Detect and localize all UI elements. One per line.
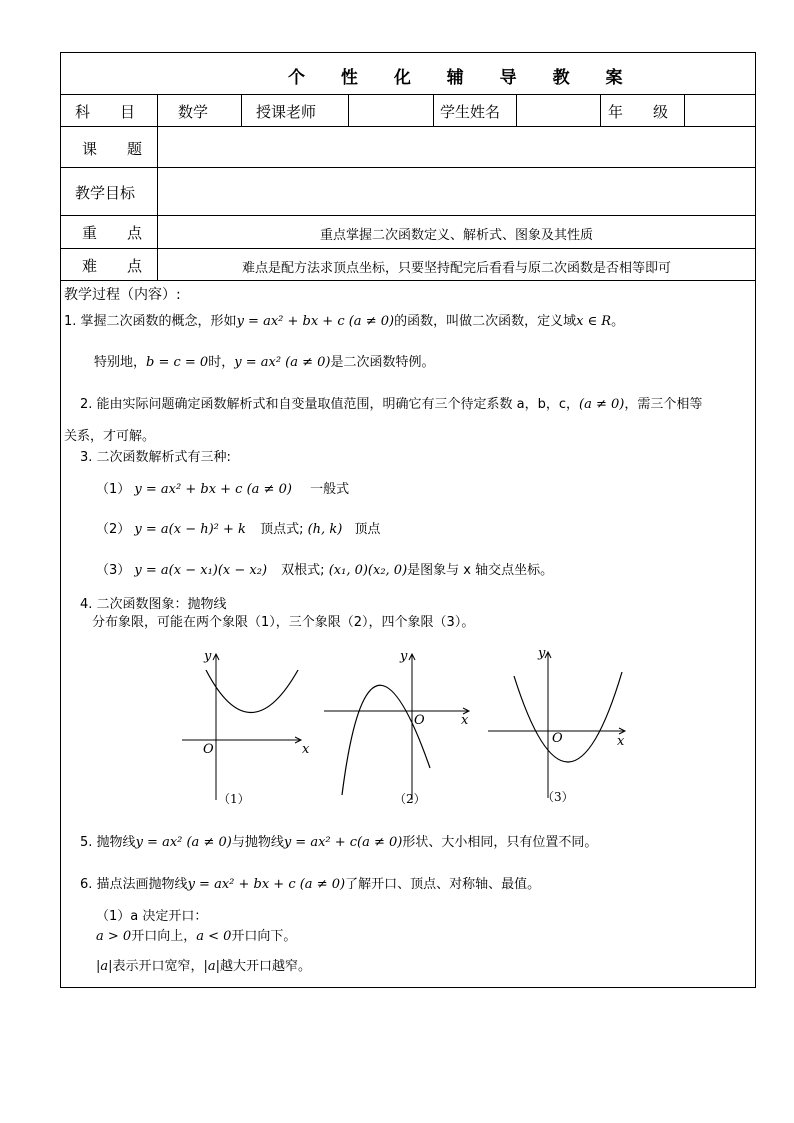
table-line xyxy=(60,215,756,216)
paragraph-1b xyxy=(94,354,435,372)
paragraph-1 xyxy=(64,313,624,331)
paragraph-4 xyxy=(80,596,227,614)
paragraph-6-sub1: （1）a 决定开口： xyxy=(96,909,208,924)
formula-vertex-form: y = a(x − h)² + k xyxy=(134,522,246,537)
paragraph-text: 能由实际问题确定函数解析式和自变量取值范围，明确它有三个待定系数 a，b，c， xyxy=(96,397,580,412)
paragraph-text: 表示开口宽窄， xyxy=(112,959,204,974)
process-title: 教学过程（内容）: xyxy=(64,287,181,303)
subject-label: 科 目 xyxy=(75,103,136,121)
table-line xyxy=(241,94,242,126)
paragraph-3 xyxy=(80,449,231,467)
item-number: 4. xyxy=(80,597,93,612)
origin-label: O xyxy=(552,731,563,746)
paragraph-2 xyxy=(80,396,702,414)
paragraph-text: 开口向下。 xyxy=(231,929,297,944)
paragraph-text: 抛物线 xyxy=(96,835,136,850)
focus-label: 重 点 xyxy=(82,224,143,242)
graph-caption: （3） xyxy=(542,790,574,804)
formula-general: y = ax² + bx + c (a ≠ 0) xyxy=(187,877,346,892)
formula-general-form: y = ax² + bx + c (a ≠ 0) xyxy=(134,482,292,497)
graph-caption: （2） xyxy=(394,792,426,806)
paragraph-text: 开口向上， xyxy=(131,929,197,944)
paragraph-text: 越大开口越窄。 xyxy=(220,959,312,974)
form-number: （1） xyxy=(96,482,131,497)
table-line xyxy=(157,94,158,280)
form-vertex-name: 顶点 xyxy=(354,522,381,537)
formula-basic: y = ax² (a ≠ 0) xyxy=(135,835,232,850)
form-desc: 是图象与 x 轴交点坐标。 xyxy=(407,563,554,578)
grade-label: 年 级 xyxy=(608,103,669,121)
formula-special: y = ax² (a ≠ 0) xyxy=(234,355,331,370)
difficulty-label: 难 点 xyxy=(82,257,143,275)
paragraph-text: 。 xyxy=(611,314,625,329)
item-number: 1. xyxy=(64,314,77,329)
formula-abs-a: |a| xyxy=(203,959,221,974)
paragraph-text: 形状、大小相同，只有位置不同。 xyxy=(402,835,598,850)
paragraph-text: 的函数，叫做二次函数，定义域 xyxy=(394,314,577,329)
paragraph-text: 了解开口、顶点、对称轴、最值。 xyxy=(345,877,541,892)
x-axis-label: x xyxy=(617,734,625,749)
table-line xyxy=(60,248,756,249)
paragraph-text: ，需三个相等 xyxy=(624,397,703,412)
formula-negative: a < 0 xyxy=(196,929,232,944)
paragraph-text: 二次函数解析式有三种: xyxy=(96,450,231,465)
teacher-label: 授课老师 xyxy=(256,103,317,121)
paragraph-text: 描点法画抛物线 xyxy=(96,877,188,892)
paragraph-text: 是二次函数特例。 xyxy=(330,355,435,370)
graph-caption: （1） xyxy=(218,792,250,806)
parabola-graph-3 xyxy=(484,640,644,810)
parabola-curve xyxy=(206,670,298,713)
parabola-curve xyxy=(514,672,622,762)
paragraph-text: 掌握二次函数的概念，形如 xyxy=(80,314,237,329)
form-name: 双根式; xyxy=(281,563,325,578)
formula-roots-form: y = a(x − x₁)(x − x₂) xyxy=(134,563,268,578)
origin-label: O xyxy=(203,742,214,757)
form-general xyxy=(96,481,349,499)
table-line xyxy=(60,167,756,168)
form-number: （2） xyxy=(96,522,131,537)
table-line xyxy=(600,94,601,126)
paragraph-4-sub: 分布象限，可能在两个象限（1），三个象限（2），四个象限（3）。 xyxy=(92,615,475,630)
item-number: 3. xyxy=(80,450,93,465)
difficulty-value: 难点是配方法求顶点坐标，只要坚持配完后看看与原二次函数是否相等即可 xyxy=(241,261,671,276)
formula-root-points: (x₁, 0)(x₂, 0) xyxy=(328,563,408,578)
paragraph-text: 与抛物线 xyxy=(231,835,284,850)
student-label: 学生姓名 xyxy=(440,103,501,121)
item-number: 5. xyxy=(80,835,93,850)
paragraph-text: 二次函数图象：抛物线 xyxy=(96,597,227,612)
item-number: 2. xyxy=(80,397,93,412)
table-line xyxy=(60,126,756,127)
table-line xyxy=(348,94,349,126)
form-name: 顶点式; xyxy=(260,522,304,537)
formula-vertex-point: (h, k) xyxy=(307,522,343,537)
x-axis-label: x xyxy=(461,713,469,728)
parabola-curve xyxy=(342,685,430,795)
goal-label: 教学目标 xyxy=(75,184,136,202)
paragraph-2-cont: 关系，才可解。 xyxy=(64,429,156,444)
form-vertex xyxy=(96,521,380,539)
paragraph-6-sub2 xyxy=(96,928,296,946)
paragraph-6-sub3 xyxy=(96,958,311,976)
table-line xyxy=(684,94,685,126)
y-axis-label: y xyxy=(538,646,546,661)
x-axis-label: x xyxy=(302,742,310,757)
focus-value: 重点掌握二次函数定义、解析式、图象及其性质 xyxy=(319,228,593,243)
formula-shifted: y = ax² + c(a ≠ 0) xyxy=(283,835,403,850)
formula-positive: a > 0 xyxy=(96,929,132,944)
subject-value: 数学 xyxy=(178,103,209,121)
formula-abs-a: |a| xyxy=(96,959,113,974)
y-axis-label: y xyxy=(204,649,212,664)
parabola-graph-1 xyxy=(170,640,320,810)
item-number: 6. xyxy=(80,877,93,892)
table-line xyxy=(60,94,756,95)
table-line xyxy=(60,280,756,281)
paragraph-text: 特别地， xyxy=(94,355,147,370)
paragraph-text: 时， xyxy=(208,355,235,370)
parabola-graph-2 xyxy=(318,640,478,810)
paragraph-6 xyxy=(80,876,540,894)
paragraph-5 xyxy=(80,834,597,852)
topic-label: 课 题 xyxy=(82,140,143,158)
form-roots xyxy=(96,562,553,580)
formula-domain: x ∈ R xyxy=(576,314,612,329)
formula-general: y = ax² + bx + c (a ≠ 0) xyxy=(236,314,395,329)
formula-condition: b = c = 0 xyxy=(146,355,209,370)
table-line xyxy=(433,94,434,126)
document-title: 个 性 化 辅 导 教 案 xyxy=(288,68,638,88)
origin-label: O xyxy=(414,713,425,728)
y-axis-label: y xyxy=(400,649,408,664)
form-name: 一般式 xyxy=(310,482,350,497)
table-line xyxy=(516,94,517,126)
form-number: （3） xyxy=(96,563,131,578)
formula-nonzero: (a ≠ 0) xyxy=(579,397,625,412)
